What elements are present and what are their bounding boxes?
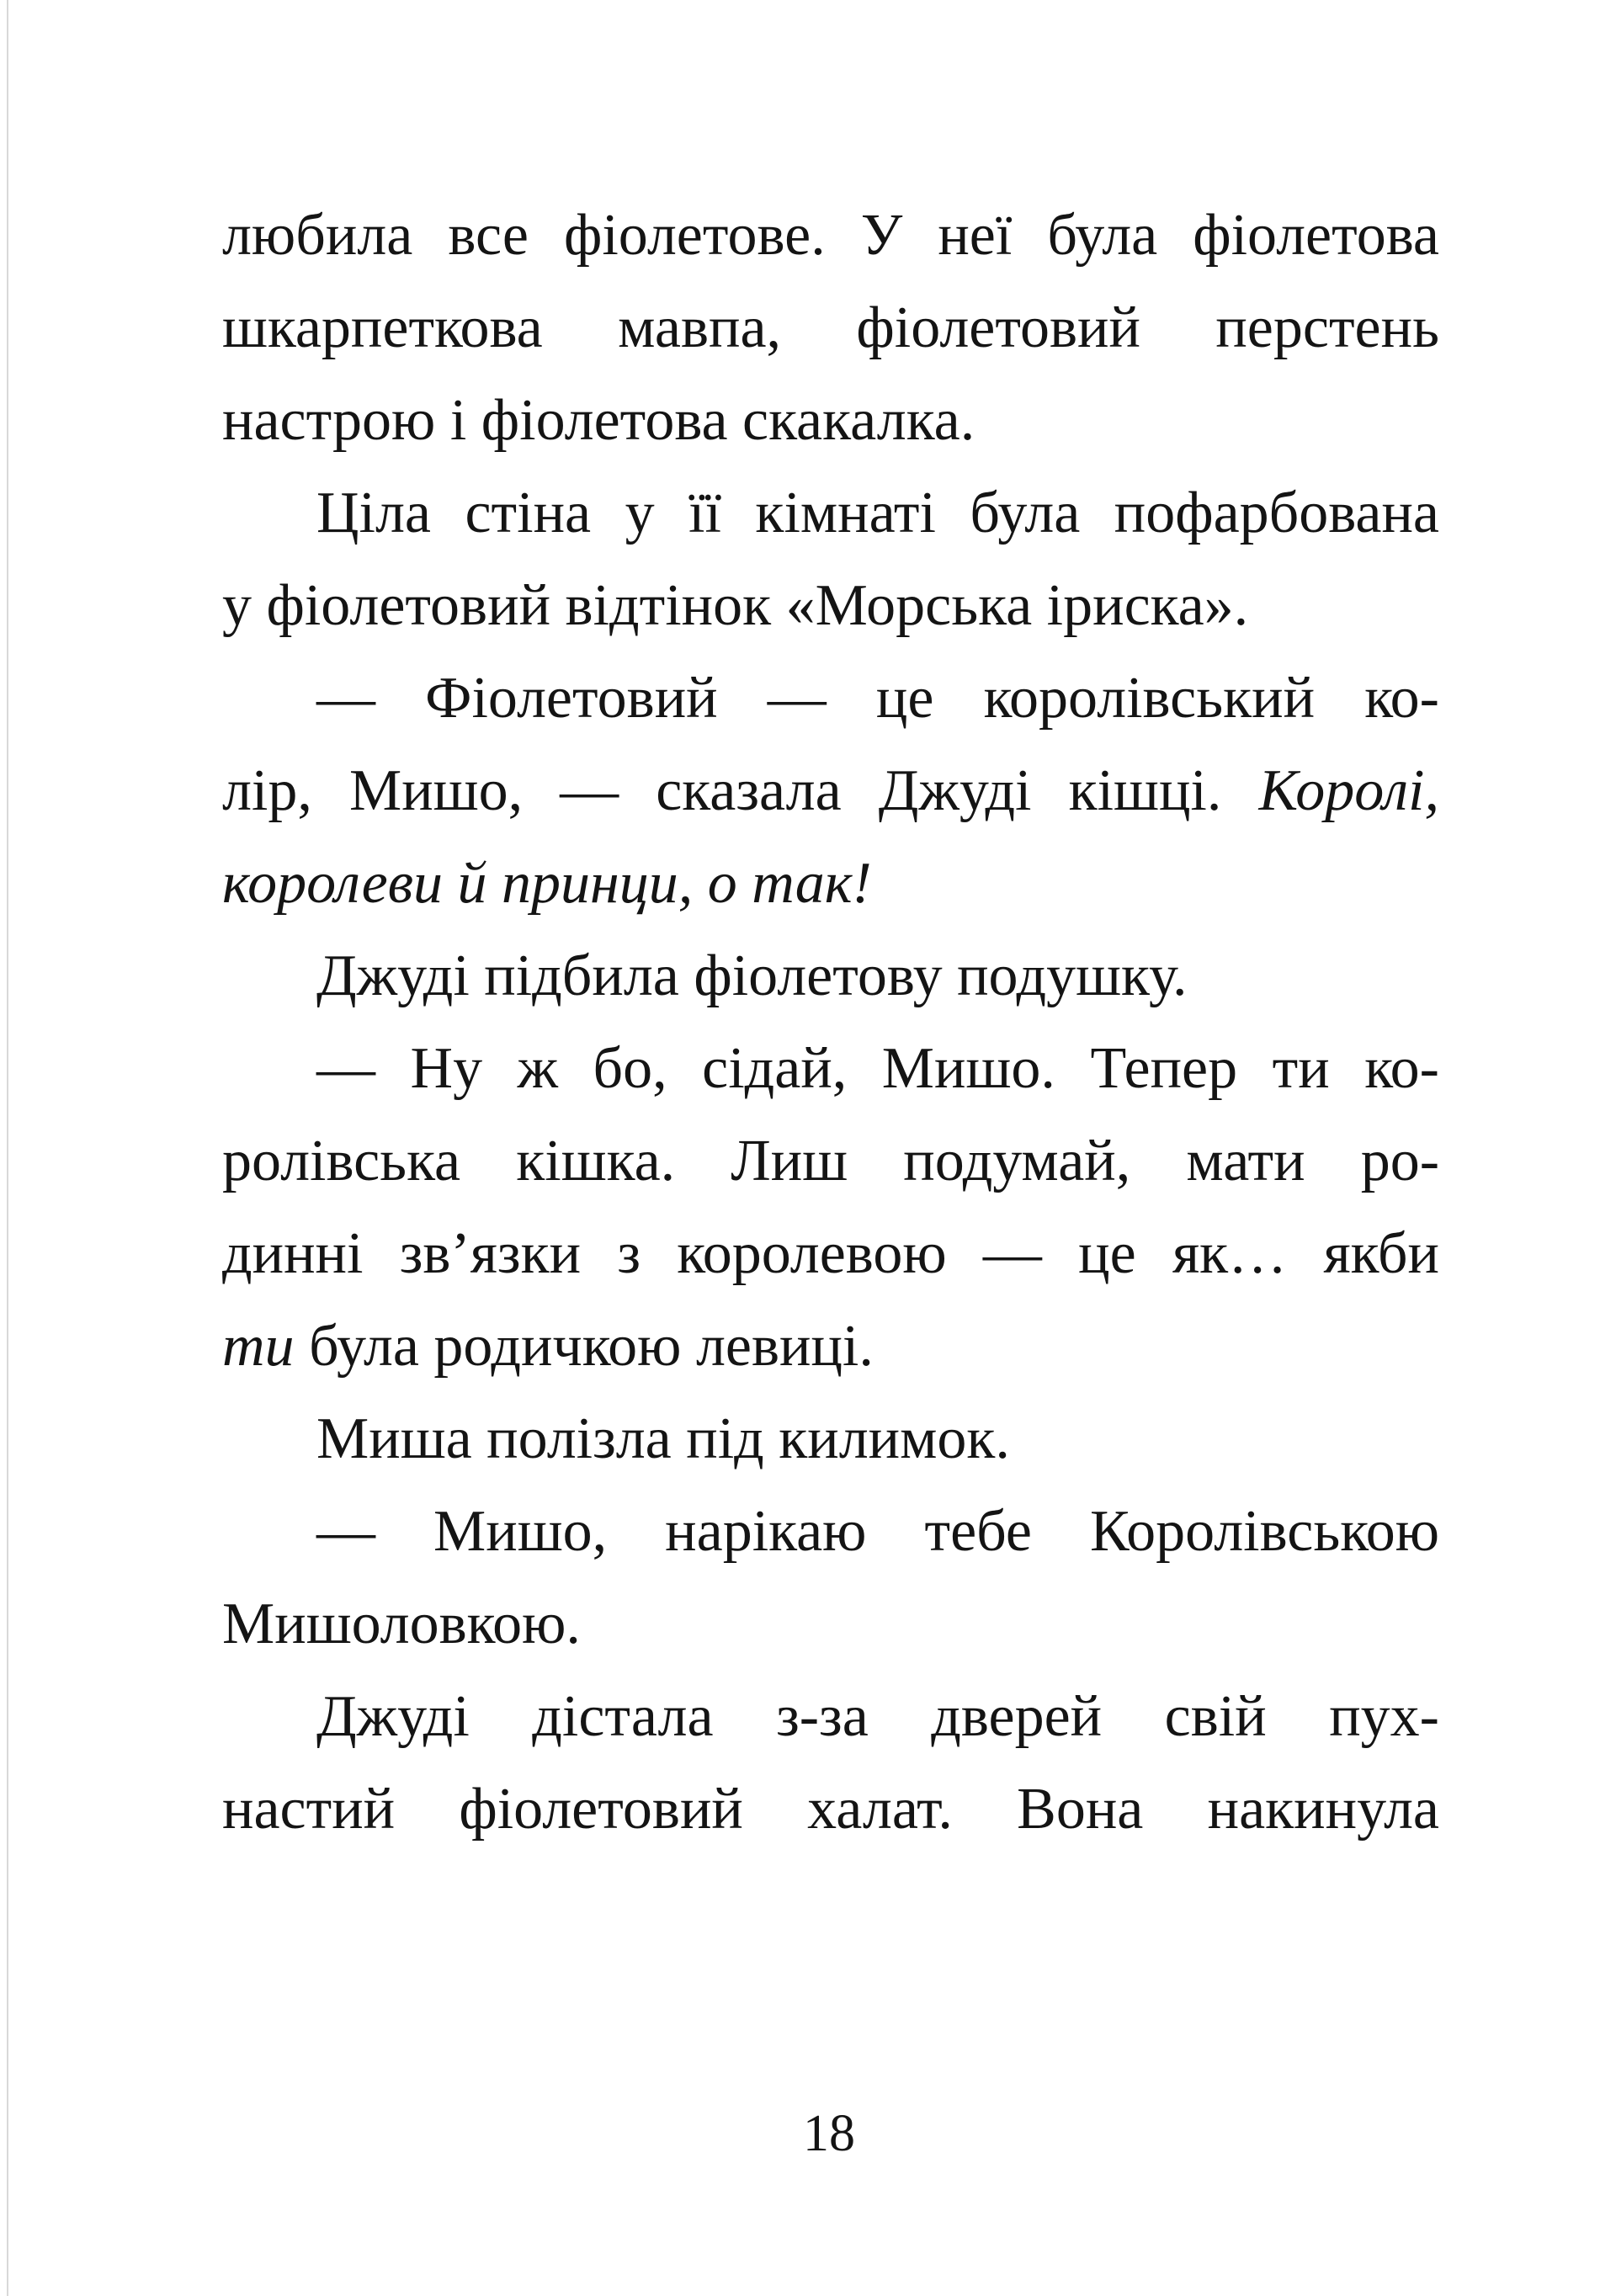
text-line: ролівська кішка. Лиш подумай, мати ро- <box>222 1129 1439 1193</box>
text-line: Джуді дістала з-за дверей свій пух- <box>316 1684 1439 1749</box>
text-line: Мишоловкою. <box>222 1592 581 1656</box>
text-line <box>222 745 1439 837</box>
text-line: Джуді підбила фіолетову подушку. <box>316 943 1188 1008</box>
text-line: Ціла стіна у її кімнаті була пофарбована <box>316 481 1439 545</box>
body-text <box>222 189 1439 1856</box>
page-number: 18 <box>803 2105 855 2162</box>
italic-segment: Королі, <box>1258 758 1439 823</box>
text-line: настрою і фіолетова скакалка. <box>222 388 975 453</box>
text-line: — Мишо, нарікаю тебе Королівською <box>316 1499 1439 1564</box>
text-line <box>222 1300 1439 1393</box>
text-line: шкарпеткова мавпа, фіолетовий перстень <box>222 295 1439 360</box>
text-line: любила все фіолетове. У неї була фіолетова <box>222 203 1439 268</box>
text-segment: була родичкою левиці. <box>294 1314 874 1379</box>
text-line: динні зв’язки з королевою — це як… якби <box>222 1221 1439 1286</box>
text-line: у фіолетовий відтінок «Морська іриска». <box>222 573 1249 638</box>
text-line: настий фіолетовий халат. Вона накинула <box>222 1777 1439 1842</box>
text-line: Миша полізла під килимок. <box>316 1406 1010 1471</box>
text-line-italic: королеви й принци, о так! <box>222 851 872 916</box>
text-line: — Ну ж бо, сідай, Мишо. Тепер ти ко- <box>316 1036 1439 1101</box>
italic-segment: ти <box>222 1314 295 1379</box>
page-edge <box>7 0 8 2296</box>
text-segment: лір, Мишо, — сказала Джуді кішці. <box>222 758 1259 823</box>
text-line: — Фіолетовий — це королівський ко- <box>316 666 1439 731</box>
